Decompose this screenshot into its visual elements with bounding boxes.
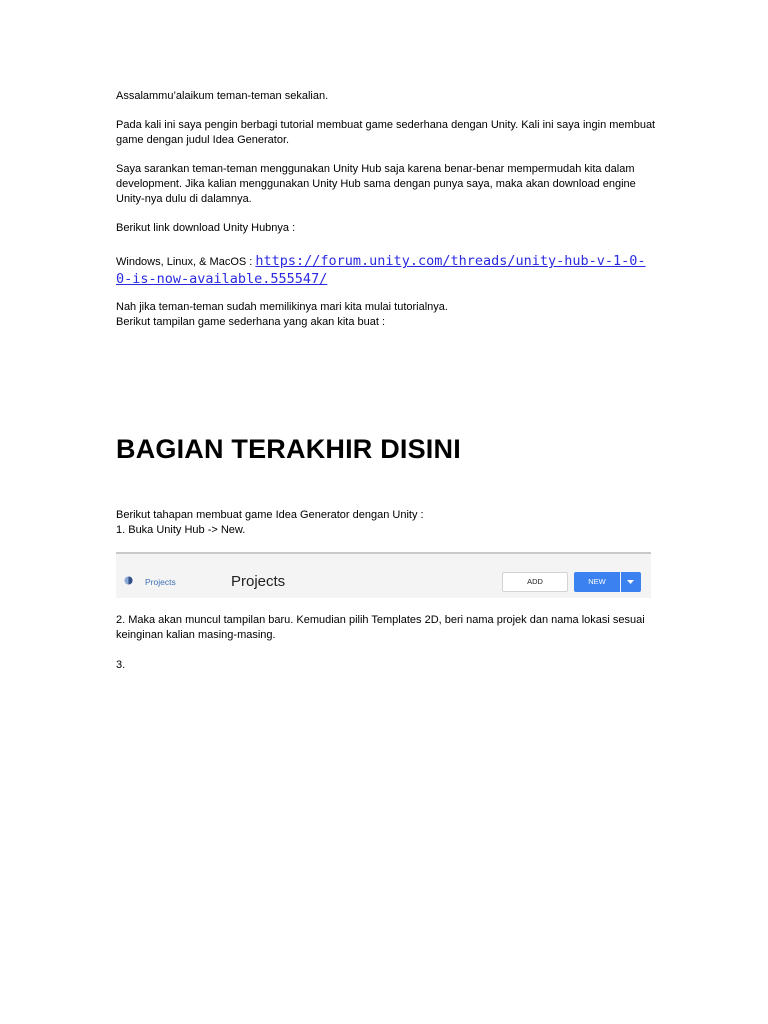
ready-paragraph: [116, 300, 656, 330]
steps-paragraph: [116, 508, 656, 538]
ready-line-2: Berikut tampilan game sederhana yang akan kita buat :: [116, 316, 386, 328]
hub-page-title: Projects: [231, 573, 286, 590]
download-link-paragraph: [116, 253, 656, 289]
hub-nav-projects[interactable]: Projects: [145, 577, 176, 587]
new-button[interactable]: NEW: [574, 572, 620, 592]
step-3-paragraph: 3.: [116, 659, 126, 671]
unity-hub-download-link[interactable]: https://forum.unity.com/threads/unity-hub-v-1-0-0-is-now-available.555547/: [116, 253, 646, 287]
steps-intro: Berikut tahapan membuat game Idea Generator dengan Unity :: [116, 509, 424, 521]
ready-line-1: Nah jika teman-teman sudah memilikinya mari kita mulai tutorialnya.: [116, 301, 448, 313]
chevron-down-icon: [627, 580, 634, 584]
step-2-paragraph: 2. Maka akan muncul tampilan baru. Kemudian pilih Templates 2D, beri nama projek dan nama lokasi sesuai keinginan kalian masing-masing.: [116, 614, 645, 641]
step-1: 1. Buka Unity Hub -> New.: [116, 524, 246, 536]
greeting-paragraph: Assalammu’alaikum teman-teman sekalian.: [116, 90, 329, 102]
unity-hub-screenshot: [116, 552, 651, 598]
intro-paragraph: Pada kali ini saya pengin berbagi tutorial membuat game sederhana dengan Unity. Kali ini saya ingin membuat game dengan judul Idea Generator.: [116, 119, 656, 146]
download-intro-paragraph: Berikut link download Unity Hubnya :: [116, 222, 296, 234]
section-heading: BAGIAN TERAKHIR DISINI: [116, 434, 461, 464]
suggestion-paragraph: Saya sarankan teman-teman menggunakan Unity Hub saja karena benar-benar mempermudah kita dalam development. Jika kalian menggunakan Unity Hub sama dengan punya saya, maka akan download engine Unity-nya dulu di dalamnya.: [116, 163, 636, 205]
add-button[interactable]: ADD: [502, 572, 568, 592]
platforms-label: Windows, Linux, & MacOS :: [116, 256, 256, 268]
new-dropdown-button[interactable]: [621, 572, 641, 592]
unity-hub-logo-icon: [124, 576, 133, 585]
